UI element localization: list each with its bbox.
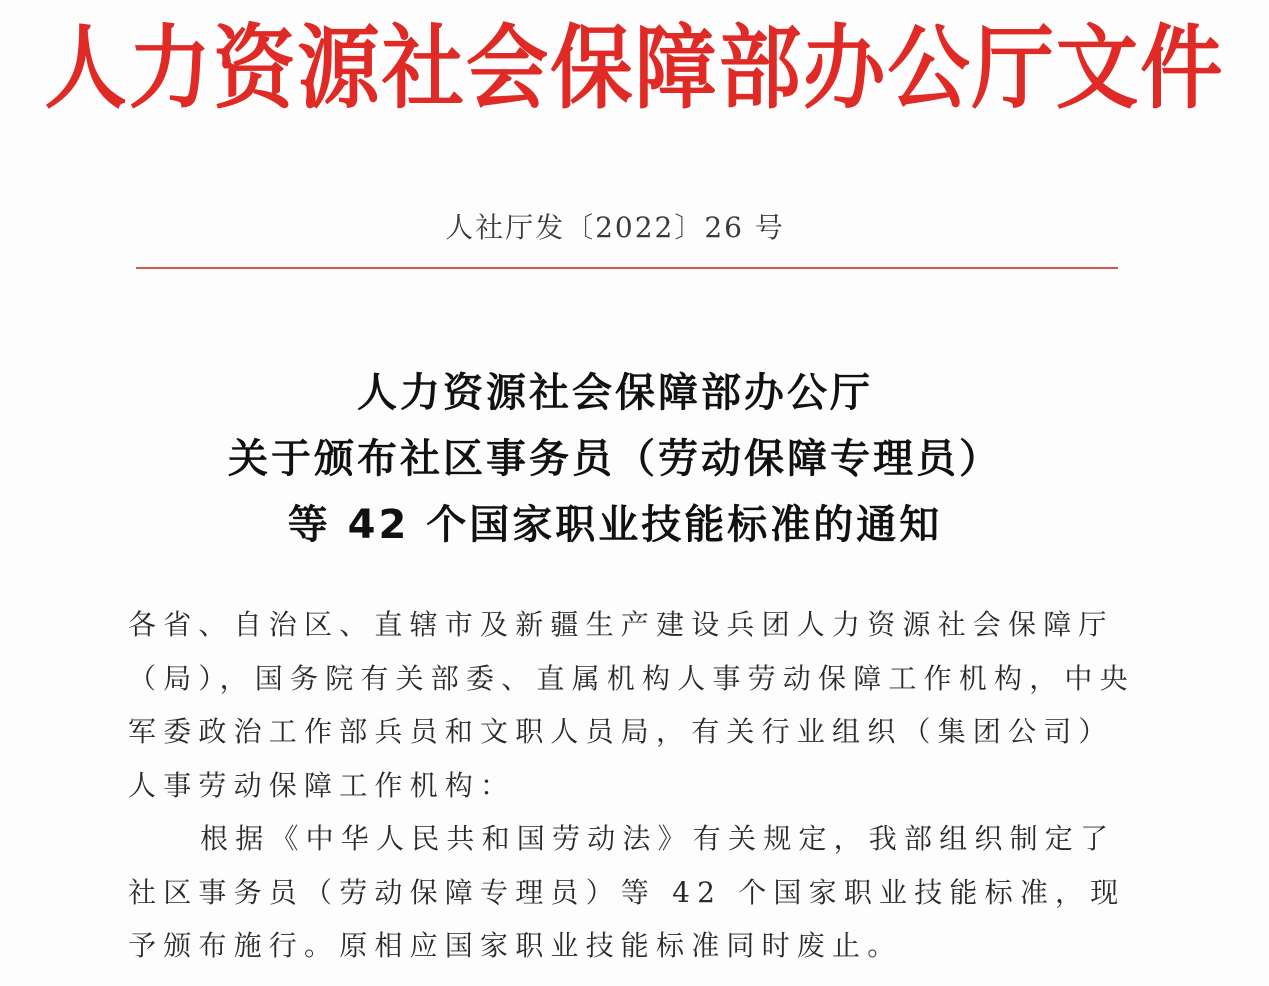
notice-title-line-2: 关于颁布社区事务员（劳动保障专理员） — [228, 436, 1002, 482]
addressee-line: （局），国务院有关部委、直属机构人事劳动保障工作机构，中央 — [128, 661, 1135, 695]
document-number: 人社厅发〔2022〕26 号 — [445, 211, 785, 244]
addressee-line: 各省、自治区、直辖市及新疆生产建设兵团人力资源社会保障厅 — [128, 608, 1114, 641]
notice-title-line-1: 人力资源社会保障部办公厅 — [357, 370, 873, 416]
document-body — [128, 598, 1135, 973]
addressee-paragraph — [128, 598, 1135, 812]
addressee-line: 人事劳动保障工作机构： — [128, 768, 516, 802]
document-header-title: 人力资源社会保障部办公厅文件 — [44, 15, 1225, 121]
main-paragraph — [128, 812, 1126, 973]
red-divider-line — [136, 267, 1118, 269]
paragraph-line: 予颁布施行。原相应国家职业技能标准同时废止。 — [128, 929, 903, 962]
addressee-line: 军委政治工作部兵员和文职人员局，有关行业组织（集团公司） — [128, 715, 1114, 748]
notice-title-line-3: 等 42 个国家职业技能标准的通知 — [287, 502, 943, 548]
notice-title — [0, 360, 1230, 558]
paragraph-line: 社区事务员（劳动保障专理员）等 42 个国家职业技能标准，现 — [128, 875, 1126, 909]
paragraph-line: 根据《中华人民共和国劳动法》有关规定，我部组织制定了 — [200, 822, 1116, 855]
